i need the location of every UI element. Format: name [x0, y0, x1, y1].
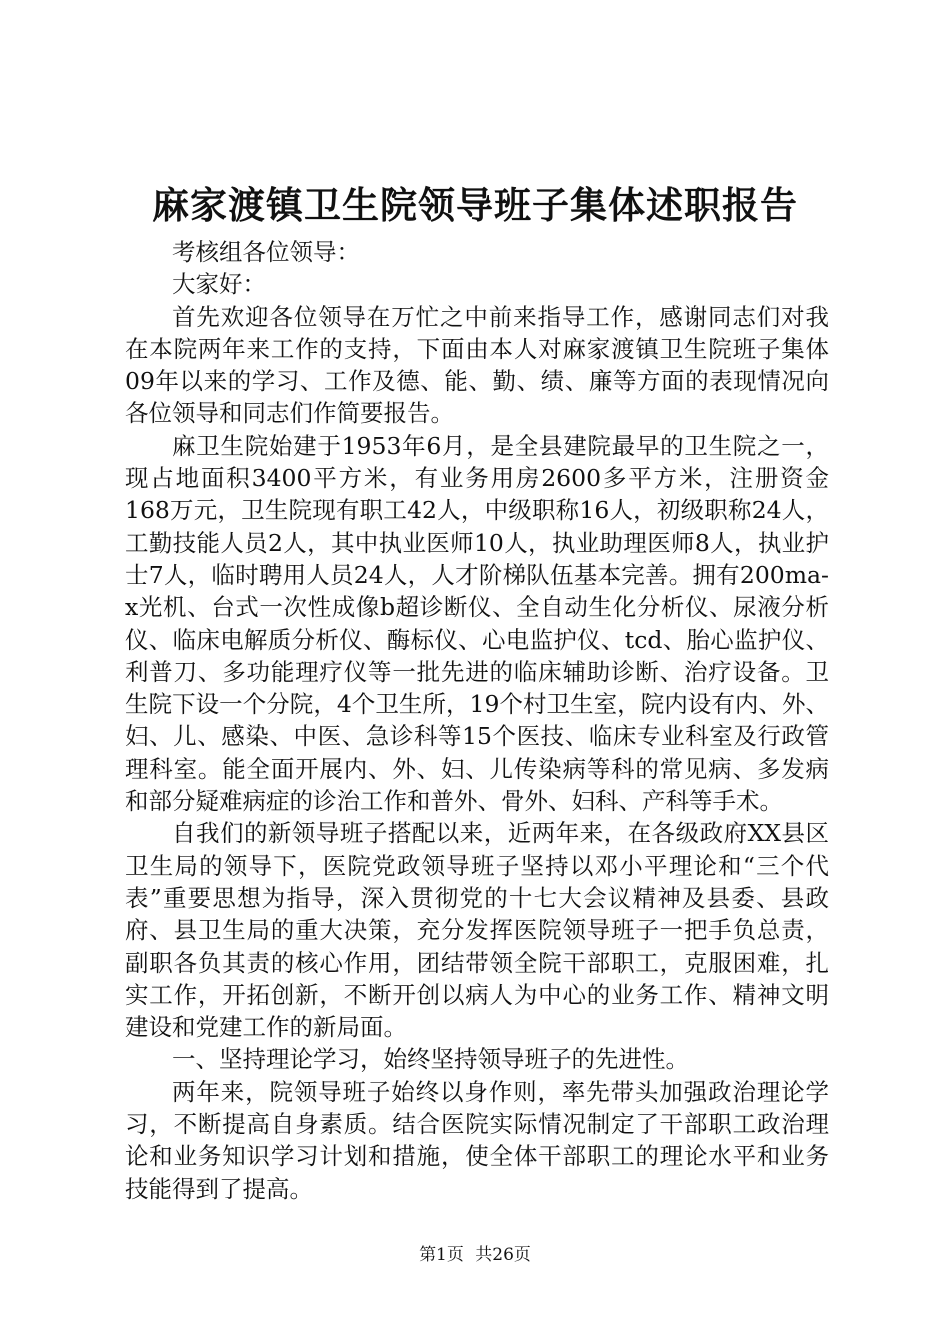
document-title: 麻家渡镇卫生院领导班子集体述职报告 [152, 183, 798, 227]
greeting: 大家好： [172, 270, 266, 299]
document-body [125, 236, 829, 1205]
paragraph-intro: 首先欢迎各位领导在万忙之中前来指导工作，感谢同志们对我在本院两年来工作的支持，下面由本人对麻家渡镇卫生院班子集体09年以来的学习、工作及德、能、勤、绩、廉等方面的表现情况向各位领导和同志们作简要报告。 [125, 302, 829, 428]
paragraph-leadership: 自我们的新领导班子搭配以来，近两年来，在各级政府XX县区卫生局的领导下，医院党政领导班子坚持以邓小平理论和“三个代表”重要思想为指导，深入贯彻党的十七大会议精神及县委、县政府、县卫生局的重大决策，充分发挥医院领导班子一把手负总责，副职各负其责的核心作用，团结带领全院干部职工，克服困难，扎实工作，开拓创新，不断开创以病人为中心的业务工作、精神文明建设和党建工作的新局面。 [125, 819, 829, 1042]
section-heading-1: 一、坚持理论学习，始终坚持领导班子的先进性。 [172, 1045, 689, 1074]
salutation: 考核组各位领导： [172, 238, 360, 266]
page-number: 第1页 [419, 1245, 464, 1265]
paragraph-hospital-overview: 麻卫生院始建于1953年6月，是全县建院最早的卫生院之一，现占地面积3400平方米，有业务用房2600多平方米，注册资金168万元，卫生院现有职工42人，中级职称16人，初级职称24人，工勤技能人员2人，其中执业医师10人，执业助理医师8人，执业护士7人，临时聘用人员24人，人才阶梯队伍基本完善。拥有200ma-x光机、台式一次性成像b超诊断仪、全自动生化分析仪、尿液分析仪、临床电解质分析仪、酶标仪、心电监护仪、tcd、胎心监护仪、利普刀、多功能理疗仪等一批先进的临床辅助诊断、治疗设备。卫生院下设一个分院，4个卫生所，19个村卫生室，院内设有内、外、妇、儿、感染、中医、急诊科等15个医技、临床专业科室及行政管理科室。能全面开展内、外、妇、儿传染病等科的常见病、多发病和部分疑难病症的诊治工作和普外、骨外、妇科、产科等手术。 [125, 431, 829, 816]
page-total: 共26页 [475, 1245, 531, 1265]
page-footer [0, 1244, 950, 1266]
paragraph-theory-study: 两年来，院领导班子始终以身作则，率先带头加强政治理论学习，不断提高自身素质。结合医院实际情况制定了干部职工政治理论和业务知识学习计划和措施，使全体干部职工的理论水平和业务技能得到了提高。 [125, 1077, 829, 1203]
